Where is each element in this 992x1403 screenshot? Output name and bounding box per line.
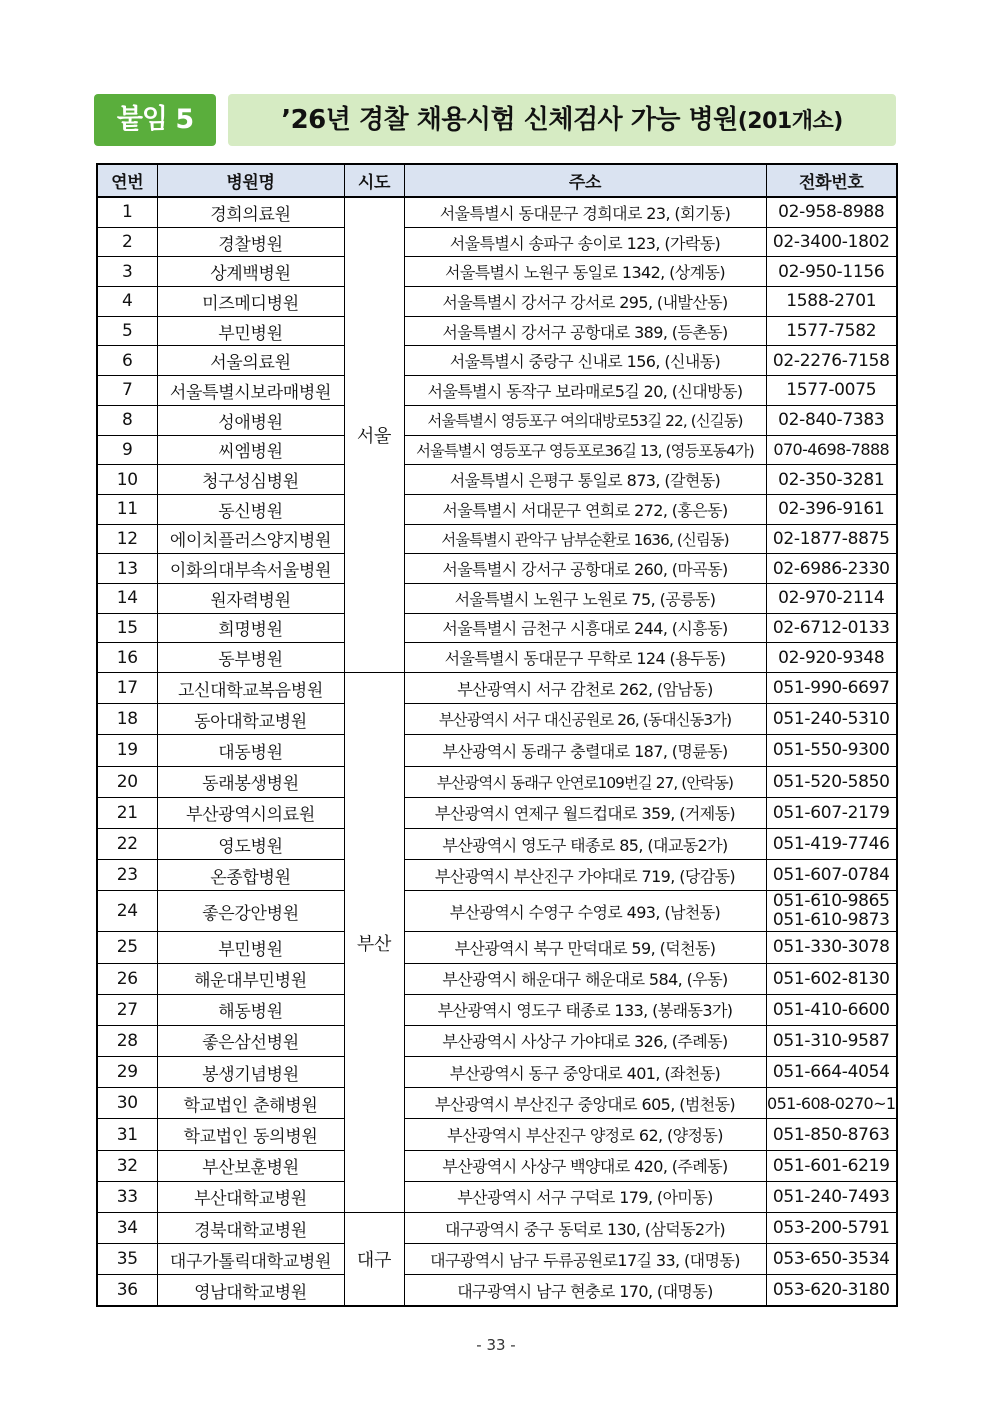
table-row: [97, 735, 897, 766]
address-cell: 부산광역시 동래구 안연로109번길 27, (안락동): [404, 766, 766, 797]
row-number: 25: [97, 932, 157, 963]
phone-number: 051-310-9587: [772, 1030, 890, 1051]
table-row: [97, 316, 897, 346]
table-row: [97, 797, 897, 828]
hospital-name: 해동병원: [157, 994, 344, 1025]
address-cell: 서울특별시 영등포구 여의대방로53길 22, (신길동): [404, 405, 766, 435]
row-number: 26: [97, 963, 157, 994]
page-number: - 33 -: [476, 1336, 516, 1354]
address-cell: 부산광역시 서구 대신공원로 26, (동대신동3가): [404, 704, 766, 735]
address-cell: 서울특별시 송파구 송이로 123, (가락동): [404, 227, 766, 257]
row-number: 5: [97, 316, 157, 346]
hospital-name: 씨엠병원: [157, 435, 344, 465]
row-number: 31: [97, 1119, 157, 1150]
hospital-name: 상계백병원: [157, 257, 344, 287]
row-number: 28: [97, 1025, 157, 1056]
phone-cell: [766, 197, 897, 227]
phone-number: 051-607-2179: [772, 802, 890, 823]
phone-number: 1577-0075: [786, 380, 877, 401]
phone-number: 1588-2701: [786, 291, 877, 312]
phone-number: 053-620-3180: [772, 1280, 890, 1300]
table-row: [97, 673, 897, 704]
phone-cell: [766, 1181, 897, 1212]
address-cell: 서울특별시 동대문구 경희대로 23, (회기동): [404, 197, 766, 227]
row-number: 8: [97, 405, 157, 435]
row-number: 21: [97, 797, 157, 828]
phone-cell: [766, 1088, 897, 1119]
phone-cell: [766, 346, 897, 376]
table-row: [97, 197, 897, 227]
row-number: 7: [97, 376, 157, 406]
hospital-name: 에이치플러스양지병원: [157, 524, 344, 554]
table-row: [97, 435, 897, 465]
row-number: 35: [97, 1244, 157, 1275]
address-cell: 서울특별시 강서구 공항대로 389, (등촌동): [404, 316, 766, 346]
address-cell: 부산광역시 부산진구 가야대로 719, (당감동): [404, 860, 766, 891]
table-row: [97, 346, 897, 376]
phone-cell: [766, 1057, 897, 1088]
hospital-name: 동신병원: [157, 494, 344, 524]
address-cell: 부산광역시 북구 만덕대로 59, (덕천동): [404, 932, 766, 963]
row-number: 19: [97, 735, 157, 766]
phone-number: 051-610-9865: [772, 891, 890, 912]
phone-cell: [766, 1213, 897, 1244]
phone-number: 051-602-8130: [772, 968, 890, 989]
page-title-count: (201개소): [737, 109, 843, 134]
row-number: 23: [97, 860, 157, 891]
table-row: [97, 1150, 897, 1181]
address-cell: 서울특별시 노원구 노원로 75, (공릉동): [404, 583, 766, 613]
row-number: 36: [97, 1275, 157, 1307]
table-row: [97, 1088, 897, 1119]
hospital-name: 온종합병원: [157, 860, 344, 891]
phone-number: 051-410-6600: [772, 999, 890, 1020]
phone-number: 051-990-6697: [772, 678, 890, 699]
region-cell: 서울: [344, 197, 404, 673]
phone-number: 051-330-3078: [772, 937, 890, 958]
hospital-name: 청구성심병원: [157, 465, 344, 495]
phone-cell: [766, 994, 897, 1025]
hospital-name: 경북대학교병원: [157, 1213, 344, 1244]
phone-number: 051-664-4054: [772, 1062, 890, 1083]
row-number: 22: [97, 828, 157, 859]
address-cell: 서울특별시 중랑구 신내로 156, (신내동): [404, 346, 766, 376]
address-cell: 대구광역시 남구 현충로 170, (대명동): [404, 1275, 766, 1307]
row-number: 33: [97, 1181, 157, 1212]
hospital-name: 고신대학교복음병원: [157, 673, 344, 704]
address-cell: 부산광역시 해운대구 해운대로 584, (우동): [404, 963, 766, 994]
table-row: [97, 766, 897, 797]
table-row: [97, 643, 897, 673]
hospital-name: 학교법인 춘해병원: [157, 1088, 344, 1119]
phone-number: 02-840-7383: [778, 410, 885, 431]
table-row: [97, 994, 897, 1025]
row-number: 17: [97, 673, 157, 704]
phone-number: 051-607-0784: [772, 865, 890, 886]
phone-cell: [766, 1244, 897, 1275]
hospital-name: 해운대부민병원: [157, 963, 344, 994]
table-row: [97, 1025, 897, 1056]
phone-cell: [766, 1119, 897, 1150]
page-title-main: ’26년 경찰 채용시험 신체검사 가능 병원: [281, 105, 738, 135]
phone-cell: [766, 405, 897, 435]
address-cell: 서울특별시 관악구 남부순환로 1636, (신림동): [404, 524, 766, 554]
table-row: [97, 524, 897, 554]
phone-number: 02-6712-0133: [772, 617, 890, 638]
phone-number: 02-920-9348: [778, 647, 885, 668]
column-header-hospital: 병원명: [157, 164, 344, 197]
attachment-badge: 붙임 5: [94, 94, 216, 146]
phone-cell: [766, 828, 897, 859]
phone-number: 02-1877-8875: [772, 528, 890, 549]
phone-number: 02-396-9161: [778, 499, 885, 520]
address-cell: 부산광역시 부산진구 양정로 62, (양정동): [404, 1119, 766, 1150]
phone-cell: [766, 963, 897, 994]
table-row: [97, 494, 897, 524]
row-number: 6: [97, 346, 157, 376]
hospital-table: [96, 163, 898, 1307]
row-number: 18: [97, 704, 157, 735]
table-row: [97, 1057, 897, 1088]
address-cell: 부산광역시 수영구 수영로 493, (남천동): [404, 891, 766, 932]
table-row: [97, 704, 897, 735]
row-number: 3: [97, 257, 157, 287]
table-row: [97, 1244, 897, 1275]
address-cell: 부산광역시 영도구 태종로 85, (대교동2가): [404, 828, 766, 859]
row-number: 34: [97, 1213, 157, 1244]
phone-cell: [766, 704, 897, 735]
phone-number: 070-4698-7888: [773, 440, 890, 460]
phone-number: 051-601-6219: [772, 1155, 890, 1176]
phone-cell: [766, 1275, 897, 1307]
phone-number: 051-850-8763: [772, 1124, 890, 1145]
hospital-name: 경희의료원: [157, 197, 344, 227]
address-cell: 서울특별시 강서구 강서로 295, (내발산동): [404, 287, 766, 317]
row-number: 29: [97, 1057, 157, 1088]
hospital-name: 부민병원: [157, 316, 344, 346]
hospital-name: 부민병원: [157, 932, 344, 963]
phone-number: 051-550-9300: [772, 740, 890, 761]
hospital-name: 경찰병원: [157, 227, 344, 257]
hospital-name: 봉생기념병원: [157, 1057, 344, 1088]
hospital-name: 부산광역시의료원: [157, 797, 344, 828]
hospital-name: 학교법인 동의병원: [157, 1119, 344, 1150]
hospital-name: 좋은강안병원: [157, 891, 344, 932]
phone-cell: [766, 227, 897, 257]
hospital-name: 원자력병원: [157, 583, 344, 613]
address-cell: 서울특별시 동작구 보라매로5길 20, (신대방동): [404, 376, 766, 406]
phone-number: 02-970-2114: [778, 588, 885, 609]
table-row: [97, 1119, 897, 1150]
phone-cell: [766, 376, 897, 406]
phone-number: 1577-7582: [786, 321, 877, 342]
table-row: [97, 828, 897, 859]
column-header-region: 시도: [344, 164, 404, 197]
phone-cell: [766, 1150, 897, 1181]
page-title: [228, 94, 896, 146]
phone-number: 053-650-3534: [772, 1249, 890, 1269]
table-row: [97, 1213, 897, 1244]
phone-number: 02-958-8988: [778, 202, 885, 223]
address-cell: 대구광역시 중구 동덕로 130, (삼덕동2가): [404, 1213, 766, 1244]
address-cell: 부산광역시 동구 중앙대로 401, (좌천동): [404, 1057, 766, 1088]
header-row: [97, 164, 897, 197]
hospital-name: 동래봉생병원: [157, 766, 344, 797]
address-cell: 부산광역시 부산진구 중앙대로 605, (범천동): [404, 1088, 766, 1119]
row-number: 10: [97, 465, 157, 495]
phone-number: 051-240-5310: [772, 709, 890, 730]
row-number: 9: [97, 435, 157, 465]
phone-number: 053-200-5791: [772, 1218, 890, 1238]
row-number: 20: [97, 766, 157, 797]
hospital-name: 대동병원: [157, 735, 344, 766]
address-cell: 서울특별시 강서구 공항대로 260, (마곡동): [404, 554, 766, 584]
address-cell: 부산광역시 영도구 태종로 133, (봉래동3가): [404, 994, 766, 1025]
phone-number: 02-350-3281: [778, 469, 885, 490]
phone-cell: [766, 932, 897, 963]
phone-cell: [766, 766, 897, 797]
phone-cell: [766, 494, 897, 524]
row-number: 30: [97, 1088, 157, 1119]
table-row: [97, 1275, 897, 1307]
hospital-name: 성애병원: [157, 405, 344, 435]
row-number: 1: [97, 197, 157, 227]
phone-cell: [766, 465, 897, 495]
phone-cell: [766, 287, 897, 317]
phone-cell: [766, 524, 897, 554]
hospital-name: 영도병원: [157, 828, 344, 859]
phone-number: 02-6986-2330: [772, 558, 890, 579]
address-cell: 부산광역시 서구 구덕로 179, (아미동): [404, 1181, 766, 1212]
hospital-name: 영남대학교병원: [157, 1275, 344, 1307]
hospital-name: 서울특별시보라매병원: [157, 376, 344, 406]
hospital-name: 부산보훈병원: [157, 1150, 344, 1181]
hospital-name: 서울의료원: [157, 346, 344, 376]
row-number: 11: [97, 494, 157, 524]
phone-cell: [766, 435, 897, 465]
row-number: 2: [97, 227, 157, 257]
address-cell: 서울특별시 서대문구 연희로 272, (홍은동): [404, 494, 766, 524]
phone-cell: [766, 316, 897, 346]
table-row: [97, 257, 897, 287]
phone-number: 051-520-5850: [772, 771, 890, 792]
table-row: [97, 465, 897, 495]
hospital-name: 대구가톨릭대학교병원: [157, 1244, 344, 1275]
hospital-name: 미즈메디병원: [157, 287, 344, 317]
phone-number: 051-610-9873: [772, 910, 890, 931]
row-number: 24: [97, 891, 157, 932]
table-row: [97, 860, 897, 891]
region-cell: 대구: [344, 1213, 404, 1307]
address-cell: 부산광역시 연제구 월드컵대로 359, (거제동): [404, 797, 766, 828]
phone-cell: [766, 735, 897, 766]
address-cell: 서울특별시 동대문구 무학로 124 (용두동): [404, 643, 766, 673]
row-number: 16: [97, 643, 157, 673]
phone-cell: [766, 673, 897, 704]
row-number: 27: [97, 994, 157, 1025]
address-cell: 서울특별시 은평구 통일로 873, (갈현동): [404, 465, 766, 495]
phone-number: 02-3400-1802: [772, 232, 890, 253]
address-cell: 부산광역시 동래구 충렬대로 187, (명륜동): [404, 735, 766, 766]
table-body: [97, 197, 897, 1306]
phone-number: 02-950-1156: [778, 261, 885, 282]
hospital-name: 이화의대부속서울병원: [157, 554, 344, 584]
phone-cell: [766, 797, 897, 828]
table-row: [97, 583, 897, 613]
table-row: [97, 963, 897, 994]
phone-number: 051-419-7746: [772, 834, 890, 855]
row-number: 14: [97, 583, 157, 613]
hospital-name: 동부병원: [157, 643, 344, 673]
address-cell: 서울특별시 금천구 시흥대로 244, (시흥동): [404, 613, 766, 643]
row-number: 12: [97, 524, 157, 554]
phone-cell: [766, 643, 897, 673]
row-number: 13: [97, 554, 157, 584]
address-cell: 부산광역시 사상구 백양대로 420, (주례동): [404, 1150, 766, 1181]
phone-cell: [766, 583, 897, 613]
table-row: [97, 287, 897, 317]
table-row: [97, 932, 897, 963]
region-cell: 부산: [344, 673, 404, 1213]
row-number: 15: [97, 613, 157, 643]
column-header-address: 주소: [404, 164, 766, 197]
table-row: [97, 613, 897, 643]
phone-cell: [766, 257, 897, 287]
address-cell: 서울특별시 영등포구 영등포로36길 13, (영등포동4가): [404, 435, 766, 465]
address-cell: 부산광역시 사상구 가야대로 326, (주례동): [404, 1025, 766, 1056]
hospital-name: 희명병원: [157, 613, 344, 643]
table-row: [97, 554, 897, 584]
phone-cell: [766, 554, 897, 584]
column-header-number: 연번: [97, 164, 157, 197]
address-cell: 부산광역시 서구 감천로 262, (암남동): [404, 673, 766, 704]
table-row: [97, 227, 897, 257]
phone-cell: [766, 860, 897, 891]
table-row: [97, 891, 897, 932]
phone-number: 051-608-0270~1: [766, 1093, 896, 1113]
row-number: 4: [97, 287, 157, 317]
phone-cell: [766, 1025, 897, 1056]
table-row: [97, 1181, 897, 1212]
address-cell: 서울특별시 노원구 동일로 1342, (상계동): [404, 257, 766, 287]
phone-cell: [766, 613, 897, 643]
column-header-phone: 전화번호: [766, 164, 897, 197]
table-row: [97, 376, 897, 406]
phone-number: 051-240-7493: [772, 1186, 890, 1207]
row-number: 32: [97, 1150, 157, 1181]
hospital-name: 동아대학교병원: [157, 704, 344, 735]
phone-number: 02-2276-7158: [772, 350, 890, 371]
table-row: [97, 405, 897, 435]
address-cell: 대구광역시 남구 두류공원로17길 33, (대명동): [404, 1244, 766, 1275]
table-header: [97, 164, 897, 197]
hospital-name: 부산대학교병원: [157, 1181, 344, 1212]
phone-cell: [766, 891, 897, 932]
hospital-name: 좋은삼선병원: [157, 1025, 344, 1056]
